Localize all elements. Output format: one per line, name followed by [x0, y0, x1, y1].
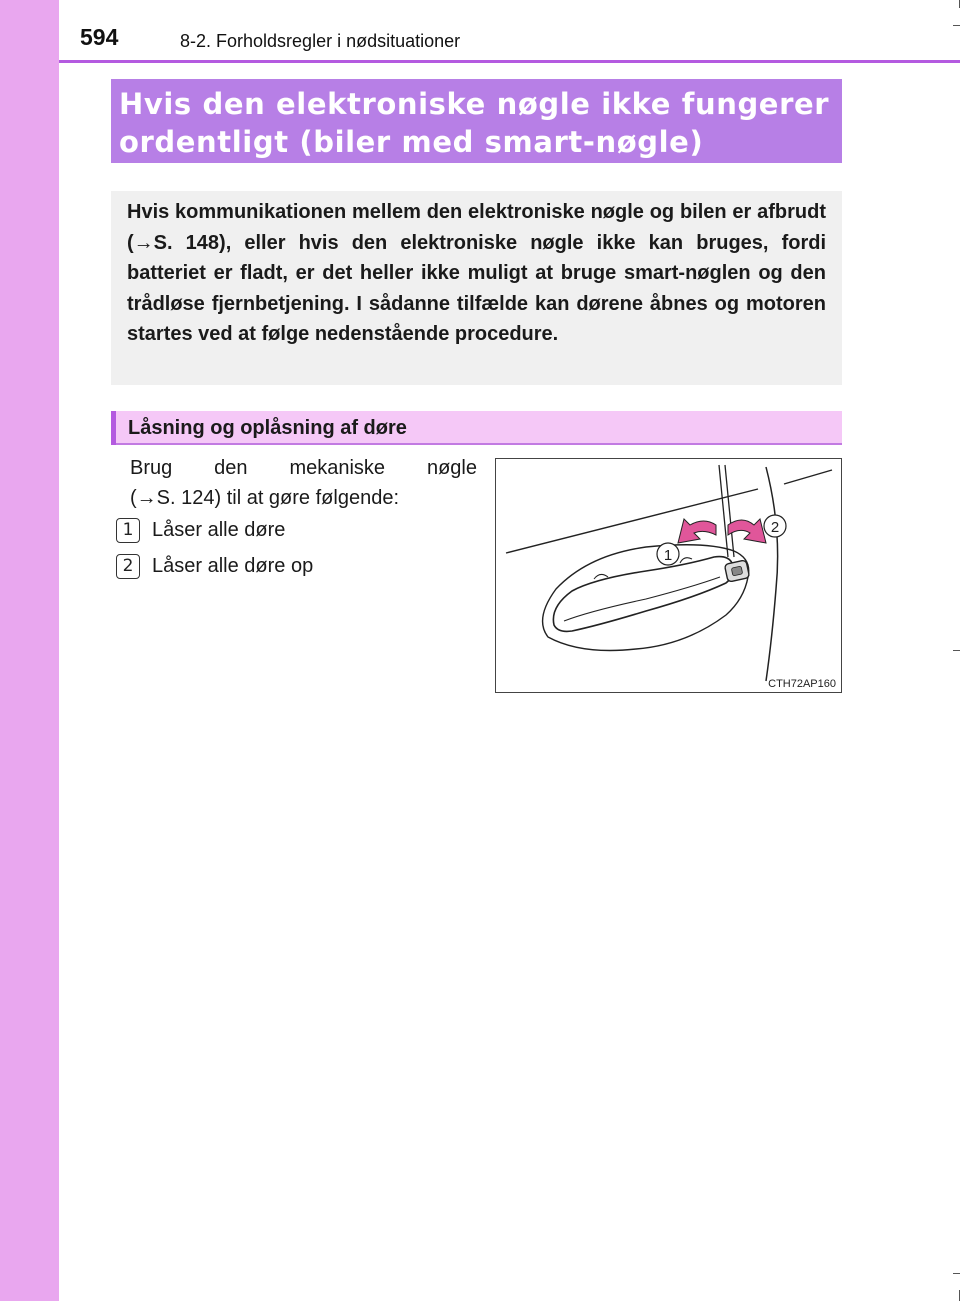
body-word: mekaniske [289, 457, 386, 479]
crop-mark [953, 650, 960, 651]
section-title-box [111, 79, 842, 163]
body-line-1 [130, 453, 477, 483]
subsection-header [111, 411, 842, 445]
subsection-title: Låsning og oplåsning af døre [128, 417, 407, 439]
list-item [116, 554, 313, 579]
page-number: 594 [80, 24, 119, 50]
body-line-2: (→S. 124) til at gøre følgende: [130, 487, 400, 509]
crop-mark [953, 1273, 960, 1274]
body-word: den [214, 457, 248, 479]
left-color-band [0, 0, 59, 1301]
body-paragraph [130, 453, 477, 513]
callout-1: 1 [663, 547, 673, 564]
callout-2: 2 [770, 519, 780, 536]
list-item [116, 518, 285, 543]
page-header [59, 0, 960, 64]
subsection-accent [111, 411, 116, 445]
crop-mark [953, 25, 960, 26]
item-number-badge: 2 [116, 554, 140, 579]
item-label: Låser alle døre [152, 519, 286, 541]
header-rule [59, 60, 960, 63]
chapter-title: 8-2. Forholdsregler i nødsituationer [180, 31, 461, 51]
intro-box [111, 191, 842, 385]
section-title-line-2: ordentligt (biler med smart-nøgle) [119, 125, 704, 159]
body-word: nøgle [426, 457, 477, 479]
figure-code: CTH72AP160 [768, 678, 836, 690]
item-label: Låser alle døre op [152, 555, 314, 577]
item-number-badge: 1 [116, 518, 140, 543]
body-word: Brug [130, 457, 173, 479]
section-title-line-1: Hvis den elektroniske nøgle ikke fungerer [119, 87, 830, 121]
intro-text: Hvis kommunikationen mellem den elektroniske nøgle og bilen er afbrudt (→S. 148), eller hvis den elektroniske nøgle ikke kan bruges, fordi batteriet er fladt, er det heller ikke muligt at bruge smart-nøglen og den trådløse fjernbetjening. I sådanne tilfælde kan dørene åbnes og motoren startes ved at følge nedenstående procedure. [127, 201, 826, 345]
door-handle-illustration [495, 458, 842, 693]
door-handle-drawing [496, 459, 840, 691]
